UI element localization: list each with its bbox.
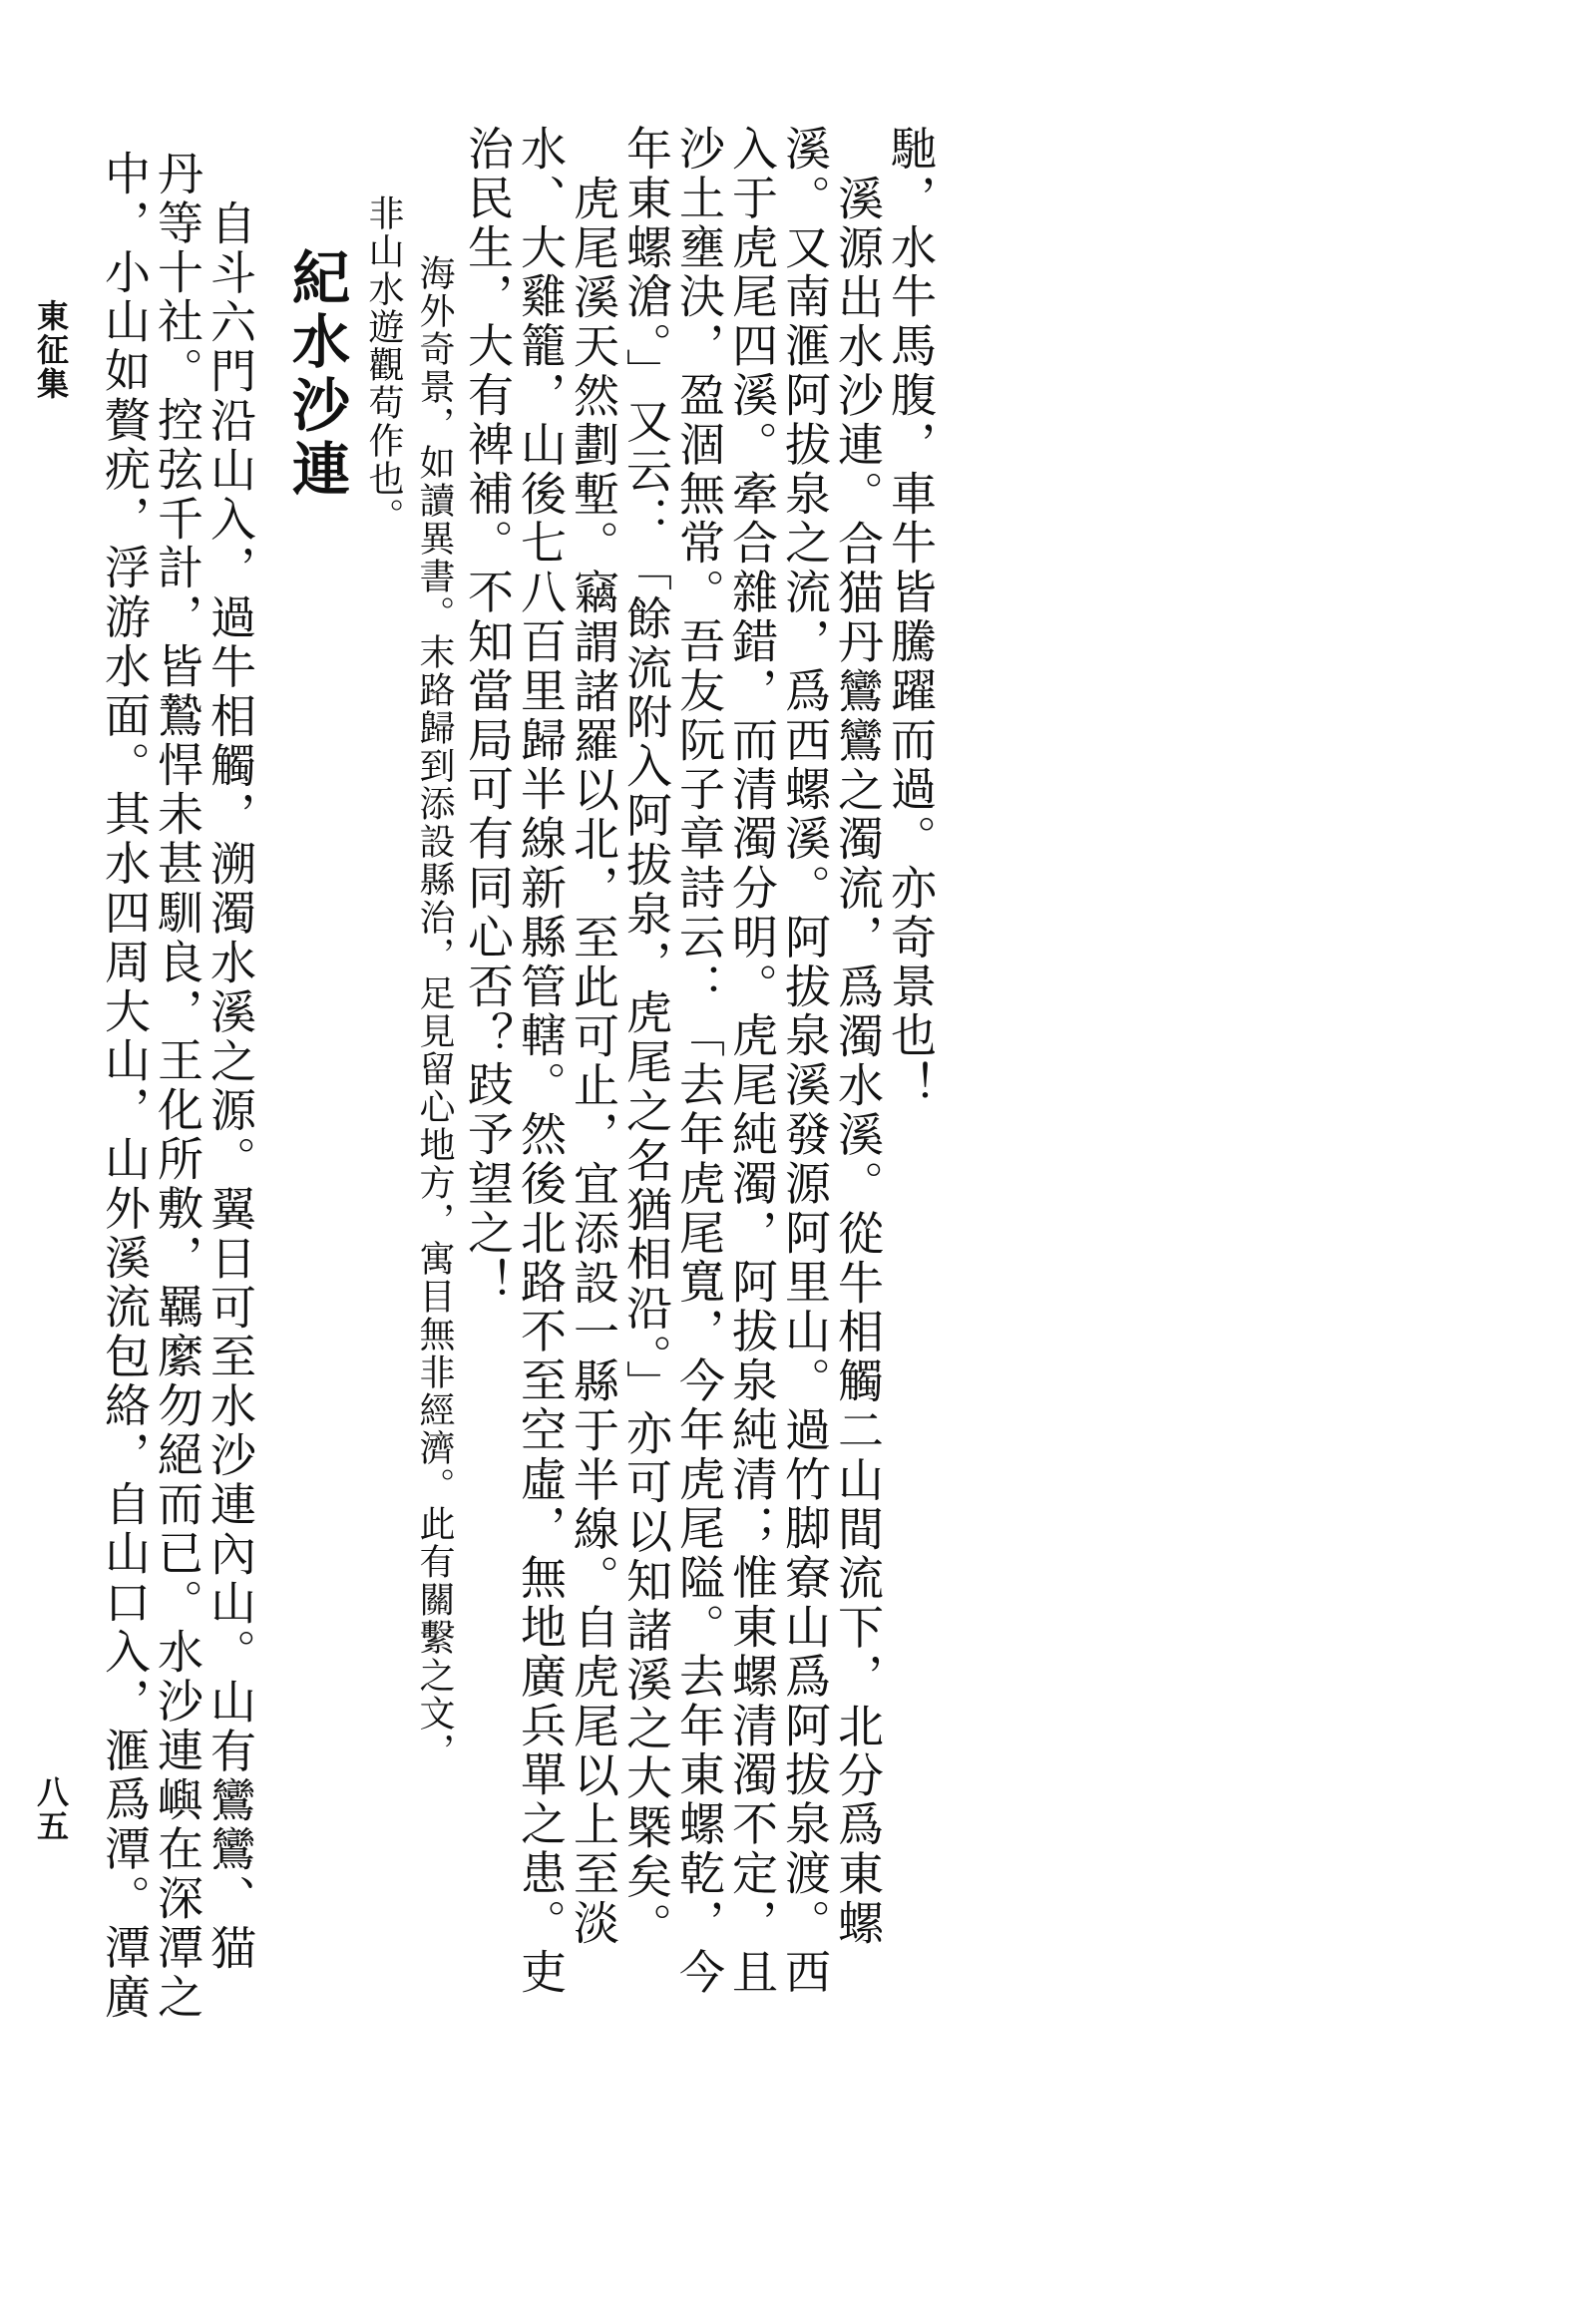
text-column: 溪。又南滙阿拔泉之流，爲西螺溪。阿拔泉溪發源阿里山。過竹脚寮山爲阿拔泉渡。西 [778,125,832,1998]
text-column: 虎尾溪天然劃塹。竊謂諸羅以北，至此可止，宜添設一縣于半線。自虎尾以上至淡 [567,175,620,1949]
page-number: 八五 [32,1775,70,1843]
text-column: 年東螺滄。」又云：「餘流附入阿拔泉，虎尾之名猶相沿。」亦可以知諸溪之大槩矣。 [619,125,673,1952]
commentary-column: 非山水遊觀苟作也。 [363,194,404,536]
text-column: 水、大雞籠，山後七八百里歸半線新縣管轄。然後北路不至空虛，無地廣兵單之患。吏 [514,125,568,1998]
commentary-column: 海外奇景，如讀異書。末路歸到添設縣治，足見留心地方，寓目無非經濟。此有關繫之文， [414,254,455,1770]
text-column: 溪源出水沙連。合猫丹鸞鸞之濁流，爲濁水溪。從牛相觸二山間流下，北分爲東螺 [831,175,885,1949]
essay-title: 紀水沙連 [282,247,350,503]
text-column: 丹等十社。控弦千計，皆鷙悍未甚馴良，王化所敷，羈縻勿絕而已。水沙連嶼在深潭之 [151,150,204,2023]
text-column: 馳，水牛馬腹，車牛皆騰躍而過。亦奇景也！ [884,125,938,1110]
text-column: 沙土壅決，盈涸無常。吾友阮子章詩云：「去年虎尾寬，今年虎尾隘。去年東螺乾，今 [672,125,726,1998]
text-column: 入于虎尾四溪。牽合雜錯，而清濁分明。虎尾純濁，阿拔泉純清；惟東螺清濁不定，且 [725,125,779,1998]
text-column: 自斗六門沿山入，過牛相觸，溯濁水溪之源。翼日可至水沙連內山。山有鸞鸞、猫 [203,199,257,1974]
text-column: 治民生，大有裨補。不知當局可有同心否？跂予望之！ [461,125,515,1308]
text-column: 中，小山如贅疣，浮游水面。其水四周大山，山外溪流包絡，自山口入，滙爲潭。潭廣 [98,150,152,2023]
book-title: 東征集 [32,299,70,401]
